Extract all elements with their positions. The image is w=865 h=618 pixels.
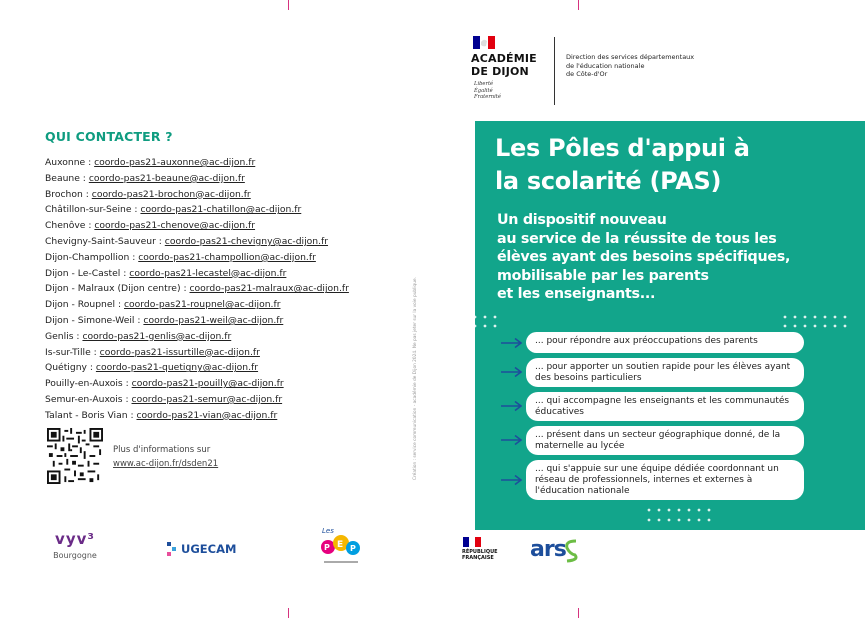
pep-logo <box>316 523 366 569</box>
panel-subtitle-line: élèves ayant des besoins spécifiques, <box>497 249 791 266</box>
direction-text <box>566 53 694 79</box>
more-info-label: Plus d'informations sur <box>113 445 211 455</box>
panel-subtitle-line: au service de la réussite de tous les <box>497 230 777 247</box>
contact-email-link[interactable]: coordo-pas21-champollion@ac-dijon.fr <box>138 251 316 263</box>
arrow-right-icon <box>501 400 523 412</box>
ugecam-logo-text: UGECAM <box>181 542 237 556</box>
panel-subtitle <box>497 211 857 304</box>
vyv-logo-sub: Bourgogne <box>53 551 97 560</box>
contact-email-link[interactable]: coordo-pas21-semur@ac-dijon.fr <box>131 393 283 405</box>
crop-mark <box>288 0 289 10</box>
crop-mark <box>578 608 579 618</box>
ars-swoosh-icon <box>561 538 579 564</box>
panel-subtitle-line: Un dispositif nouveau <box>497 212 667 228</box>
contact-email-link[interactable]: coordo-pas21-malraux@ac-dijon.fr <box>189 283 349 295</box>
contact-item <box>45 345 349 361</box>
contact-city: Dijon-Champollion : <box>45 251 136 263</box>
feature-item: ... présent dans un secteur géographique donné, de la maternelle au lycée <box>526 426 804 455</box>
arrow-right-icon <box>501 337 523 349</box>
direction-line: de l'éducation nationale <box>566 61 645 70</box>
contact-list <box>45 155 349 424</box>
devise-line: Égalité <box>474 87 493 94</box>
panel-subtitle-line: mobilisable par les parents <box>497 267 709 284</box>
contact-email-link[interactable]: coordo-pas21-issurtille@ac-dijon.fr <box>99 346 260 358</box>
header-divider <box>554 37 555 105</box>
contact-city: Semur-en-Auxois : <box>45 393 129 405</box>
contact-item <box>45 376 349 392</box>
feature-item: ... pour répondre aux préoccupations des parents <box>526 332 804 353</box>
contact-item <box>45 360 349 376</box>
contact-city: Dijon - Simone-Weil : <box>45 314 141 326</box>
panel-title-line-2: la scolarité (PAS) <box>495 167 722 195</box>
contact-email-link[interactable]: coordo-pas21-quetigny@ac-dijon.fr <box>95 362 259 374</box>
academie-line-1: ACADÉMIE <box>471 52 537 65</box>
contact-city: Quétigny : <box>45 362 93 374</box>
contact-item <box>45 234 349 250</box>
rf-line: RÉPUBLIQUE <box>462 549 498 555</box>
contact-item <box>45 297 349 313</box>
contact-city: Beaune : <box>45 172 86 184</box>
contact-email-link[interactable]: coordo-pas21-pouilly@ac-dijon.fr <box>131 378 284 390</box>
arrow-right-icon <box>501 434 523 446</box>
crop-mark <box>288 608 289 618</box>
panel-title <box>495 132 750 198</box>
arrow-right-icon <box>501 474 523 486</box>
devise-line: Fraternité <box>474 94 501 101</box>
contact-email-link[interactable]: coordo-pas21-genlis@ac-dijon.fr <box>82 330 232 342</box>
crop-mark <box>578 0 579 10</box>
contact-city: Dijon - Roupnel : <box>45 299 122 311</box>
contact-city: Talant - Boris Vian : <box>45 409 134 421</box>
contact-email-link[interactable]: coordo-pas21-chevigny@ac-dijon.fr <box>164 235 329 247</box>
contact-city: Brochon : <box>45 188 89 200</box>
contact-item <box>45 313 349 329</box>
contact-city: Chevigny-Saint-Sauveur : <box>45 235 162 247</box>
contact-city: Is-sur-Tille : <box>45 346 97 358</box>
feature-item: ... pour apporter un soutien rapide pour les élèves ayant des besoins particuliers <box>526 358 804 387</box>
contact-email-link[interactable]: coordo-pas21-auxonne@ac-dijon.fr <box>94 157 256 168</box>
direction-line: de Côte-d'Or <box>566 70 608 78</box>
academie-logo-text <box>471 52 537 78</box>
svg-text:Les: Les <box>322 527 334 535</box>
vertical-credit <box>403 210 418 480</box>
contact-city: Genlis : <box>45 330 80 342</box>
direction-line: Direction des services départementaux <box>566 53 695 61</box>
contact-city: Dijon - Malraux (Dijon centre) : <box>45 283 187 295</box>
marianne-icon <box>473 36 495 49</box>
contact-email-link[interactable]: coordo-pas21-brochon@ac-dijon.fr <box>91 188 251 200</box>
contact-item <box>45 250 349 266</box>
pep-logo-icon <box>316 523 366 569</box>
contact-city: Châtillon-sur-Seine : <box>45 204 138 216</box>
contact-item <box>45 171 349 187</box>
more-info-link[interactable]: www.ac-dijon.fr/dsden21 <box>113 459 219 469</box>
academie-line-2: DE DIJON <box>471 65 529 78</box>
contact-item <box>45 187 349 203</box>
contact-item <box>45 281 349 297</box>
contact-email-link[interactable]: coordo-pas21-beaune@ac-dijon.fr <box>88 172 245 184</box>
contact-email-link[interactable]: coordo-pas21-chatillon@ac-dijon.fr <box>140 204 302 216</box>
contact-email-link[interactable]: coordo-pas21-lecastel@ac-dijon.fr <box>129 267 287 279</box>
contact-email-link[interactable]: coordo-pas21-chenove@ac-dijon.fr <box>94 220 256 232</box>
panel-title-line-1: Les Pôles d'appui à <box>495 134 750 162</box>
dot-pattern <box>645 506 733 530</box>
contact-email-link[interactable]: coordo-pas21-weil@ac-dijon.fr <box>143 314 284 326</box>
more-info <box>113 443 218 471</box>
ars-logo-text: ars <box>530 537 566 562</box>
contact-item <box>45 408 349 424</box>
contact-item <box>45 218 349 234</box>
devise <box>474 81 501 101</box>
devise-line: Liberté <box>474 81 494 87</box>
ugecam-logo <box>165 538 255 566</box>
republique-francaise-logo <box>462 537 522 579</box>
rf-line: FRANÇAISE <box>462 555 494 561</box>
contact-city: Dijon - Le-Castel : <box>45 267 127 279</box>
qr-code <box>47 428 103 484</box>
contact-item <box>45 329 349 345</box>
arrow-right-icon <box>501 366 523 378</box>
contact-city: Pouilly-en-Auxois : <box>45 378 129 390</box>
marianne-icon <box>463 537 481 547</box>
contact-email-link[interactable]: coordo-pas21-vian@ac-dijon.fr <box>136 409 278 421</box>
panel-subtitle-line: et les enseignants... <box>497 286 656 303</box>
pas-panel <box>475 121 865 530</box>
svg-text:P: P <box>324 543 330 552</box>
vyv-logo <box>40 530 110 570</box>
contact-title: QUI CONTACTER ? <box>45 129 173 144</box>
ugecam-icon <box>165 538 181 562</box>
contact-city: Chenôve : <box>45 220 92 232</box>
feature-item: ... qui s'appuie sur une équipe dédiée coordonnant un réseau de professionnels, internes et externes à l'éducation nationale <box>526 460 804 500</box>
feature-item: ... qui accompagne les enseignants et les communautés éducatives <box>526 392 804 421</box>
contact-item <box>45 155 349 171</box>
contact-item <box>45 266 349 282</box>
contact-city: Auxonne : <box>45 157 92 168</box>
svg-text:E: E <box>337 540 344 550</box>
ars-logo <box>530 537 585 571</box>
contact-item <box>45 392 349 408</box>
contact-item <box>45 202 349 218</box>
contact-email-link[interactable]: coordo-pas21-roupnel@ac-dijon.fr <box>124 299 281 311</box>
vertical-credit-text: Création : service communication - académie de Dijon 2024. Ne pas jeter sur la voie publique. <box>413 276 418 480</box>
vyv-logo-mark: vyv³ <box>55 530 95 548</box>
svg-text:P: P <box>350 544 356 553</box>
